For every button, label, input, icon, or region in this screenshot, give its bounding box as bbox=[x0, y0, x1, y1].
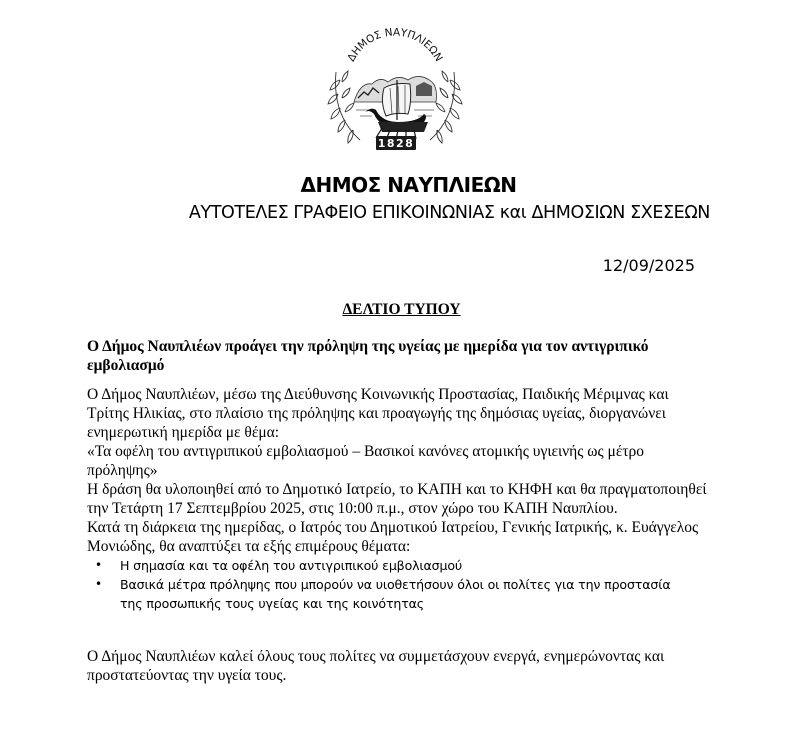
laurel-left-icon bbox=[328, 71, 360, 143]
laurel-right-icon bbox=[430, 71, 462, 143]
topics-list bbox=[87, 556, 707, 613]
seal-year: 1828 bbox=[377, 137, 415, 150]
list-item bbox=[87, 575, 680, 613]
closing-paragraph: Ο Δήμος Ναυπλιέων καλεί όλους τους πολίτες να συμμετάσχουν ενεργά, ενημερώνοντας και προστατεύοντας την υγεία τους. bbox=[87, 648, 665, 684]
press-release-label: ΔΕΛΤΙΟ ΤΥΠΟΥ bbox=[342, 301, 461, 318]
bullet-icon: • bbox=[95, 577, 102, 591]
list-item-text: Η σημασία και τα οφέλη του αντιγριπικού εμβολιασμού bbox=[120, 558, 463, 573]
list-item bbox=[87, 556, 680, 575]
municipality-seal-logo bbox=[320, 10, 470, 160]
seal-arc-text: ΔΗΜΟΣ ΝΑΥΠΛΙΕΩΝ bbox=[345, 26, 445, 64]
list-item-text: Βασικά μέτρα πρόληψης που μπορούν να υιοθετήσουν όλοι οι πολίτες για την προστασία της προσωπικής τους υγείας και της κοινότητας bbox=[120, 577, 671, 611]
press-release-date: 12/09/2025 bbox=[602, 256, 695, 275]
seal-icon bbox=[320, 10, 470, 160]
intro-paragraph: Ο Δήμος Ναυπλιέων, μέσω της Διεύθυνσης Κοινωνικής Προστασίας, Παιδικής Μέριμνας και Τρίτης Ηλικίας, στο πλαίσιο της πρόληψης και προαγωγής της δημόσιας υγείας, διοργανώνει ενημερωτική ημερίδα με θέμα: bbox=[87, 386, 669, 441]
speaker-paragraph: Κατά τη διάρκεια της ημερίδας, ο Ιατρός του Δημοτικού Ιατρείου, Γενικής Ιατρικής, κ. Ευάγγελος Μονιώδης, θα αναπτύξει τα εξής επιμέρους θέματα: bbox=[87, 519, 699, 555]
organization-name: ΔΗΜΟΣ ΝΑΥΠΛΙΕΩΝ bbox=[300, 173, 517, 197]
event-title-paragraph: «Τα οφέλη του αντιγριπικού εμβολιασμού – Βασικοί κανόνες ατομικής υγιεινής ως μέτρο πρόληψης» bbox=[87, 443, 645, 479]
year-plaque bbox=[376, 136, 416, 150]
press-release-headline: Ο Δήμος Ναυπλιέων προάγει την πρόληψη της υγείας με ημερίδα για τον αντιγριπικό εμβολιασμό bbox=[87, 338, 649, 374]
press-release-body bbox=[87, 385, 707, 613]
event-details-paragraph: Η δράση θα υλοποιηθεί από το Δημοτικό Ιατρείο, το ΚΑΠΗ και το ΚΗΦΗ και θα πραγματοποιηθεί την Τετάρτη 17 Σεπτεμβρίου 2025, στις 10:00 π.μ., στον χώρο του ΚΑΠΗ Ναυπλίου. bbox=[87, 481, 707, 517]
bullet-icon: • bbox=[95, 558, 102, 572]
office-name: ΑΥΤΟΤΕΛΕΣ ΓΡΑΦΕΙΟ ΕΠΙΚΟΙΝΩΝΙΑΣ και ΔΗΜΟΣΙΩΝ ΣΧΕΣΕΩΝ bbox=[188, 203, 710, 223]
